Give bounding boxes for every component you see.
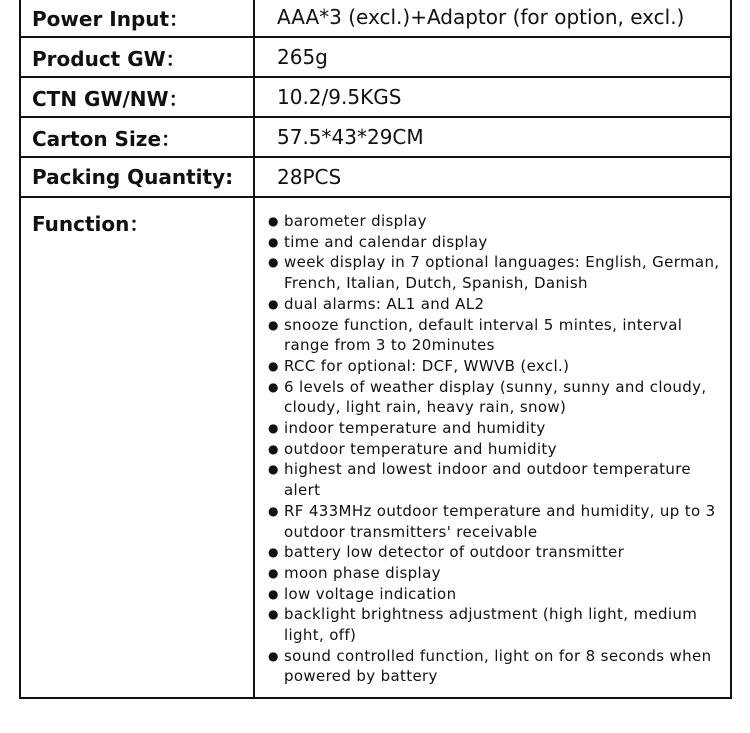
bullet-icon: ● <box>268 358 279 373</box>
spec-value: 28PCS <box>254 157 731 197</box>
function-item-text: week display in 7 optional languages: English, German, French, Italian, Dutch, Spanish, Danish <box>284 253 720 293</box>
spec-value: 265g <box>254 37 731 77</box>
function-list-item <box>268 542 722 563</box>
spec-table <box>19 0 732 699</box>
spec-row-product-gw <box>20 37 731 77</box>
function-list <box>268 211 722 687</box>
spec-label: Product GW： <box>20 37 254 77</box>
function-item-text: sound controlled function, light on for 8 seconds when powered by battery <box>284 646 712 686</box>
function-list-item <box>268 377 722 418</box>
function-item-text: snooze function, default interval 5 mintes, interval range from 3 to 20minutes <box>284 315 683 355</box>
bullet-icon: ● <box>268 214 279 228</box>
spec-row-function <box>20 197 731 698</box>
function-list-item <box>268 356 722 377</box>
bullet-icon: ● <box>268 379 279 394</box>
function-item-text: highest and lowest indoor and outdoor temperature alert <box>284 460 691 500</box>
function-list-item <box>268 252 722 293</box>
bullet-icon: ● <box>268 441 279 456</box>
function-item-text: 6 levels of weather display (sunny, sunny and cloudy, cloudy, light rain, heavy rain, snow) <box>284 377 707 417</box>
bullet-icon: ● <box>268 462 279 477</box>
bullet-icon: ● <box>268 565 279 580</box>
bullet-icon: ● <box>268 296 279 311</box>
function-list-item <box>268 315 722 356</box>
spec-row-carton-size <box>20 117 731 157</box>
function-item-text: backlight brightness adjustment (high light, medium light, off) <box>284 605 698 645</box>
bullet-icon: ● <box>268 503 279 518</box>
function-item-text: battery low detector of outdoor transmitter <box>284 543 625 562</box>
function-list-item <box>268 646 722 687</box>
bullet-icon: ● <box>268 586 279 601</box>
function-list-item <box>268 439 722 460</box>
function-item-text: dual alarms: AL1 and AL2 <box>284 294 485 313</box>
spec-value: 10.2/9.5KGS <box>254 77 731 117</box>
function-list-item <box>268 418 722 439</box>
bullet-icon: ● <box>268 648 279 663</box>
function-item-text: low voltage indication <box>284 584 457 603</box>
function-item-text: indoor temperature and humidity <box>284 419 546 438</box>
bullet-icon: ● <box>268 234 279 249</box>
spec-label: Power Input： <box>20 0 254 37</box>
spec-row-ctn-gw-nw <box>20 77 731 117</box>
bullet-icon: ● <box>268 607 279 622</box>
spec-label: CTN GW/NW： <box>20 77 254 117</box>
spec-row-packing-quantity <box>20 157 731 197</box>
function-item-text: RCC for optional: DCF, WWVB (excl.) <box>284 356 570 375</box>
bullet-icon: ● <box>268 255 279 270</box>
function-cell <box>254 197 731 698</box>
function-list-item <box>268 294 722 315</box>
function-list-item <box>268 563 722 584</box>
function-item-text: barometer display <box>284 212 427 230</box>
function-item-text: time and calendar display <box>284 232 488 251</box>
function-list-item <box>268 501 722 542</box>
spec-label: Carton Size： <box>20 117 254 157</box>
function-label: Function： <box>20 197 254 698</box>
function-list-item <box>268 232 722 253</box>
function-item-text: RF 433MHz outdoor temperature and humidity, up to 3 outdoor transmitters' receivable <box>284 501 716 541</box>
function-list-item <box>268 211 722 232</box>
spec-value: 57.5*43*29CM <box>254 117 731 157</box>
bullet-icon: ● <box>268 317 279 332</box>
function-list-item <box>268 604 722 645</box>
bullet-icon: ● <box>268 421 279 436</box>
spec-row-power-input <box>20 0 731 37</box>
function-list-item <box>268 584 722 605</box>
bullet-icon: ● <box>268 545 279 560</box>
function-item-text: outdoor temperature and humidity <box>284 439 557 458</box>
spec-value: AAA*3 (excl.)+Adaptor (for option, excl.) <box>254 0 731 37</box>
spec-label: Packing Quantity: <box>20 157 254 197</box>
function-item-text: moon phase display <box>284 563 441 582</box>
function-list-item <box>268 459 722 500</box>
